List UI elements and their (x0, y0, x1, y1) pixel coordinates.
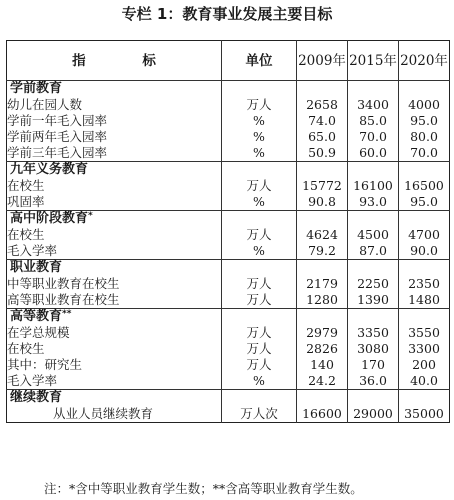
unit-cell: 万人 (222, 292, 297, 309)
value-2015-cell: 87.0 (348, 243, 399, 260)
unit-cell: % (222, 373, 297, 390)
indicator-cell: 中等职业教育在校生 (7, 276, 120, 291)
table-body (7, 81, 450, 423)
value-2009-cell: 140 (297, 357, 348, 373)
indicator-cell: 学前三年毛入园率 (7, 145, 108, 160)
value-2009-cell: 2179 (297, 276, 348, 292)
table-row (7, 129, 450, 145)
footnote: 注：*含中等职业教育学生数；**含高等职业教育学生数。 (44, 481, 363, 496)
empty-cell (399, 211, 450, 228)
empty-cell (399, 309, 450, 326)
indicator-cell: 巩固率 (7, 194, 45, 209)
value-2015-cell: 170 (348, 357, 399, 373)
unit-cell: 万人 (222, 357, 297, 373)
value-2009-cell: 50.9 (297, 145, 348, 162)
education-targets-table (6, 40, 450, 423)
value-2015-cell: 93.0 (348, 194, 399, 211)
value-2020-cell: 95.0 (399, 194, 450, 211)
table-row (7, 276, 450, 292)
section-title: 高中阶段教育* (7, 211, 222, 228)
value-2009-cell: 74.0 (297, 113, 348, 129)
unit-cell: % (222, 194, 297, 211)
unit-cell: % (222, 129, 297, 145)
value-2015-cell: 70.0 (348, 129, 399, 145)
table-row (7, 292, 450, 309)
section-title: 学前教育 (7, 81, 222, 98)
value-2009-cell: 4624 (297, 227, 348, 243)
table-header-row (7, 41, 450, 81)
value-2015-cell: 16100 (348, 178, 399, 194)
table-row (7, 406, 450, 423)
section-title: 九年义务教育 (7, 162, 222, 179)
value-2015-cell: 29000 (348, 406, 399, 423)
value-2015-cell: 2250 (348, 276, 399, 292)
indicator-cell: 幼儿在园人数 (7, 97, 83, 112)
empty-cell (297, 211, 348, 228)
value-2009-cell: 24.2 (297, 373, 348, 390)
empty-cell (348, 309, 399, 326)
section-header-row (7, 81, 450, 98)
unit-cell: 万人 (222, 227, 297, 243)
value-2020-cell: 4700 (399, 227, 450, 243)
empty-cell (348, 81, 399, 98)
indicator-cell: 在校生 (7, 227, 45, 242)
value-2015-cell: 3080 (348, 341, 399, 357)
value-2020-cell: 3300 (399, 341, 450, 357)
indicator-cell: 在校生 (7, 178, 45, 193)
section-title: 高等教育** (7, 309, 222, 326)
value-2009-cell: 2658 (297, 97, 348, 113)
table-row (7, 357, 450, 373)
header-2015: 2015年 (348, 41, 399, 81)
section-header-row (7, 260, 450, 277)
empty-cell (348, 162, 399, 179)
indicator-cell: 毛入学率 (7, 243, 58, 258)
table-row (7, 373, 450, 390)
empty-cell (297, 390, 348, 407)
footnote-marker: * (88, 211, 93, 221)
section-header-row (7, 162, 450, 179)
indicator-cell: 学前两年毛入园率 (7, 129, 108, 144)
table-row (7, 243, 450, 260)
table-row (7, 145, 450, 162)
value-2009-cell: 15772 (297, 178, 348, 194)
indicator-cell: 毛入学率 (7, 373, 58, 388)
value-2020-cell: 90.0 (399, 243, 450, 260)
unit-cell: 万人次 (222, 406, 297, 423)
value-2015-cell: 1390 (348, 292, 399, 309)
value-2020-cell: 80.0 (399, 129, 450, 145)
value-2015-cell: 4500 (348, 227, 399, 243)
empty-cell (348, 260, 399, 277)
indicator-cell: 在学总规模 (7, 325, 70, 340)
table-row (7, 341, 450, 357)
value-2020-cell: 4000 (399, 97, 450, 113)
value-2009-cell: 65.0 (297, 129, 348, 145)
value-2020-cell: 35000 (399, 406, 450, 423)
empty-cell (297, 260, 348, 277)
table-row (7, 178, 450, 194)
value-2020-cell: 70.0 (399, 145, 450, 162)
header-2020: 2020年 (399, 41, 450, 81)
indicator-cell: 学前一年毛入园率 (7, 113, 108, 128)
unit-cell: % (222, 243, 297, 260)
section-header-row (7, 211, 450, 228)
value-2009-cell: 1280 (297, 292, 348, 309)
table-row (7, 97, 450, 113)
value-2020-cell: 2350 (399, 276, 450, 292)
value-2020-cell: 16500 (399, 178, 450, 194)
table-row (7, 227, 450, 243)
value-2020-cell: 3550 (399, 325, 450, 341)
section-title: 职业教育 (7, 260, 222, 277)
empty-cell (399, 390, 450, 407)
empty-cell (222, 309, 297, 326)
section-header-row (7, 390, 450, 407)
value-2015-cell: 3350 (348, 325, 399, 341)
value-2009-cell: 79.2 (297, 243, 348, 260)
page-title: 专栏 1：教育事业发展主要目标 (121, 5, 333, 23)
footnote-marker: ** (62, 309, 72, 319)
indicator-cell: 在校生 (7, 341, 45, 356)
empty-cell (348, 211, 399, 228)
table-row (7, 113, 450, 129)
value-2009-cell: 90.8 (297, 194, 348, 211)
value-2015-cell: 36.0 (348, 373, 399, 390)
header-2009: 2009年 (297, 41, 348, 81)
indicator-cell: 高等职业教育在校生 (7, 292, 120, 307)
empty-cell (297, 309, 348, 326)
value-2015-cell: 60.0 (348, 145, 399, 162)
empty-cell (348, 390, 399, 407)
header-indicator: 指 标 (7, 41, 222, 81)
unit-cell: % (222, 113, 297, 129)
empty-cell (222, 260, 297, 277)
indicator-cell: 其中：研究生 (7, 357, 83, 372)
header-unit: 单位 (222, 41, 297, 81)
table-row (7, 194, 450, 211)
empty-cell (399, 162, 450, 179)
value-2020-cell: 200 (399, 357, 450, 373)
unit-cell: 万人 (222, 325, 297, 341)
value-2015-cell: 85.0 (348, 113, 399, 129)
empty-cell (222, 390, 297, 407)
empty-cell (399, 260, 450, 277)
value-2020-cell: 1480 (399, 292, 450, 309)
value-2009-cell: 2826 (297, 341, 348, 357)
value-2020-cell: 40.0 (399, 373, 450, 390)
empty-cell (297, 81, 348, 98)
section-header-row (7, 309, 450, 326)
indicator-cell: 从业人员继续教育 (53, 406, 154, 421)
value-2020-cell: 95.0 (399, 113, 450, 129)
empty-cell (222, 162, 297, 179)
empty-cell (222, 81, 297, 98)
value-2009-cell: 16600 (297, 406, 348, 423)
unit-cell: 万人 (222, 276, 297, 292)
unit-cell: % (222, 145, 297, 162)
unit-cell: 万人 (222, 178, 297, 194)
value-2015-cell: 3400 (348, 97, 399, 113)
unit-cell: 万人 (222, 341, 297, 357)
value-2009-cell: 2979 (297, 325, 348, 341)
section-title: 继续教育 (7, 390, 222, 407)
empty-cell (399, 81, 450, 98)
empty-cell (297, 162, 348, 179)
table-row (7, 325, 450, 341)
empty-cell (222, 211, 297, 228)
unit-cell: 万人 (222, 97, 297, 113)
